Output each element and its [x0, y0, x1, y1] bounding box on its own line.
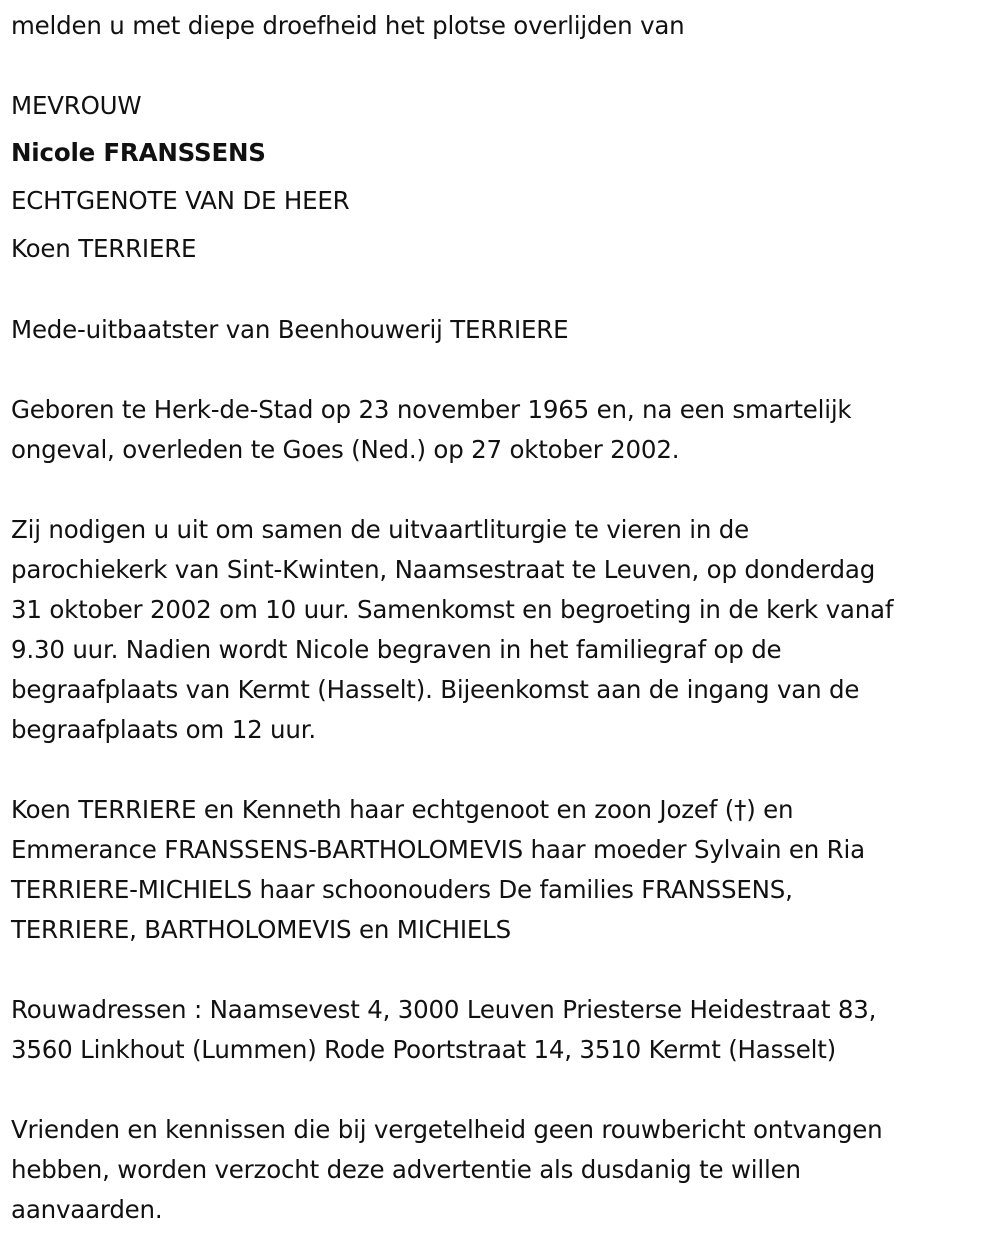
address-line: 3560 Linkhout (Lummen) Rode Poortstraat 14, 3510 Kermt (Hasselt) — [11, 1035, 836, 1064]
spouse-name: Koen TERRIERE — [11, 234, 197, 263]
service-line: begraafplaats om 12 uur. — [11, 715, 316, 744]
service-line: Zij nodigen u uit om samen de uitvaartliturgie te vieren in de — [11, 515, 750, 544]
birth-death-line-1: Geboren te Herk-de-Stad op 23 november 1965 en, na een smartelijk — [11, 395, 852, 424]
birth-death-line-2: ongeval, overleden te Goes (Ned.) op 27 oktober 2002. — [11, 435, 680, 464]
closing-line: hebben, worden verzocht deze advertentie als dusdanig te willen — [11, 1155, 801, 1184]
deceased-name: Nicole FRANSSENS — [11, 138, 266, 167]
title-prefix: MEVROUW — [11, 91, 142, 120]
family-line: TERRIERE-MICHIELS haar schoonouders De families FRANSSENS, — [11, 875, 793, 904]
spouse-label: ECHTGENOTE VAN DE HEER — [11, 186, 350, 215]
family-line: Koen TERRIERE en Kenneth haar echtgenoot en zoon Jozef (†) en — [11, 795, 794, 824]
service-line: begraafplaats van Kermt (Hasselt). Bijeenkomst aan de ingang van de — [11, 675, 860, 704]
closing-line: aanvaarden. — [11, 1195, 163, 1224]
family-line: TERRIERE, BARTHOLOMEVIS en MICHIELS — [11, 915, 511, 944]
address-line: Rouwadressen : Naamsevest 4, 3000 Leuven Priesterse Heidestraat 83, — [11, 995, 877, 1024]
closing-line: Vrienden en kennissen die bij vergetelheid geen rouwbericht ontvangen — [11, 1115, 883, 1144]
intro-text: melden u met diepe droefheid het plotse overlijden van — [11, 11, 685, 40]
occupation: Mede-uitbaatster van Beenhouwerij TERRIERE — [11, 315, 569, 344]
service-line: parochiekerk van Sint-Kwinten, Naamsestraat te Leuven, op donderdag — [11, 555, 876, 584]
family-line: Emmerance FRANSSENS-BARTHOLOMEVIS haar moeder Sylvain en Ria — [11, 835, 865, 864]
service-line: 31 oktober 2002 om 10 uur. Samenkomst en begroeting in de kerk vanaf — [11, 595, 894, 624]
service-line: 9.30 uur. Nadien wordt Nicole begraven in het familiegraf op de — [11, 635, 782, 664]
